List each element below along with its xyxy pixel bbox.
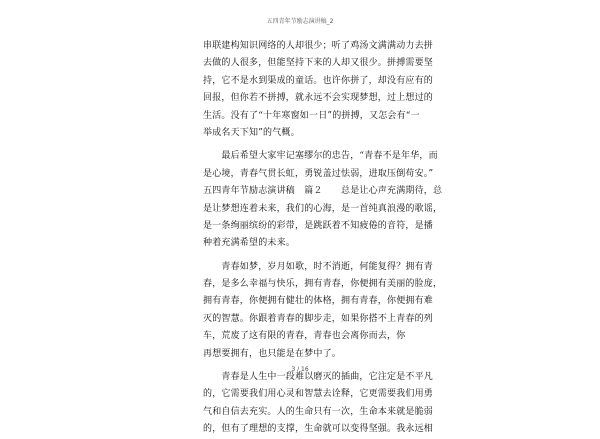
text-line: 五四青年节励志演讲稿 篇２ 总是让心声充满期待，总 <box>203 186 443 197</box>
text-line: 车，荒废了这有限的青春，青春也会离你而去，你 <box>203 331 406 342</box>
document-body <box>203 38 443 439</box>
page-number: 3 / 16 <box>291 366 309 373</box>
text-line: 是心境，青春气贯长虹，勇锐盖过怯弱，进取压倒苟安。” <box>203 168 434 179</box>
text-line: 最后希望大家牢记塞缪尔的忠告，“青春不是年华，而 <box>203 151 438 162</box>
text-line: 青春如梦，岁月如歌，时不消逝，何能复得？拥有青 <box>203 261 434 272</box>
paragraph <box>203 259 443 363</box>
text-line: 青春是人生中一段难以磨灭的插曲，它注定是不平凡 <box>203 372 434 383</box>
page-header: 五四青年节励志演讲稿_2 <box>266 18 334 25</box>
text-line: 灭的智慧。你跟着青春的脚步走，如果你搭不上青春的列 <box>203 313 434 324</box>
text-line: 的，它需要我们用心灵和智慧去诠释，它更需要我们用勇 <box>203 389 434 400</box>
text-line: 的，但有了理想的支撑，生命就可以变得坚强。我永远相 <box>203 424 434 435</box>
text-line: 举成名天下知”的气概。 <box>203 127 300 138</box>
text-line: 春，是多么幸福与快乐，拥有青春，你便拥有美丽的脸庞， <box>203 279 443 290</box>
text-line: 是让梦想连着未来，我们的心海，是一首纯真浪漫的歌谣， <box>203 203 443 214</box>
text-line: 拥有青春，你便拥有健壮的体格，拥有青春，你便拥有难 <box>203 296 434 307</box>
text-line: 生活。没有了“十年寒窗如一日”的拼搏，又怎会有“一 <box>203 110 420 121</box>
text-line: 种着充满希望的未来。 <box>203 238 296 249</box>
paragraph <box>203 369 434 439</box>
text-line: 再想要拥有，也只能是在梦中了。 <box>203 348 342 359</box>
text-line: 回报，但你若不拼搏，就永远不会实现梦想，过上想过的 <box>203 93 434 104</box>
text-line: 去做的人很多，但能坚持下来的人却又很少。拼搏需要坚 <box>203 58 434 69</box>
text-line: 串联建构知识网络的人却很少；听了鸡汤文满满动力去拼 <box>203 41 434 51</box>
paragraph <box>203 148 443 252</box>
text-line: 持，它不是水到渠成的童话。也许你拼了，却没有应有的 <box>203 75 434 86</box>
text-line: 气和自信去充实。人的生命只有一次，生命本来就是脆弱 <box>203 406 434 417</box>
paragraph <box>203 38 434 142</box>
text-line: 是一条绚丽缤纷的彩带，是跳跃着不知疲倦的音符，是播 <box>203 220 434 231</box>
